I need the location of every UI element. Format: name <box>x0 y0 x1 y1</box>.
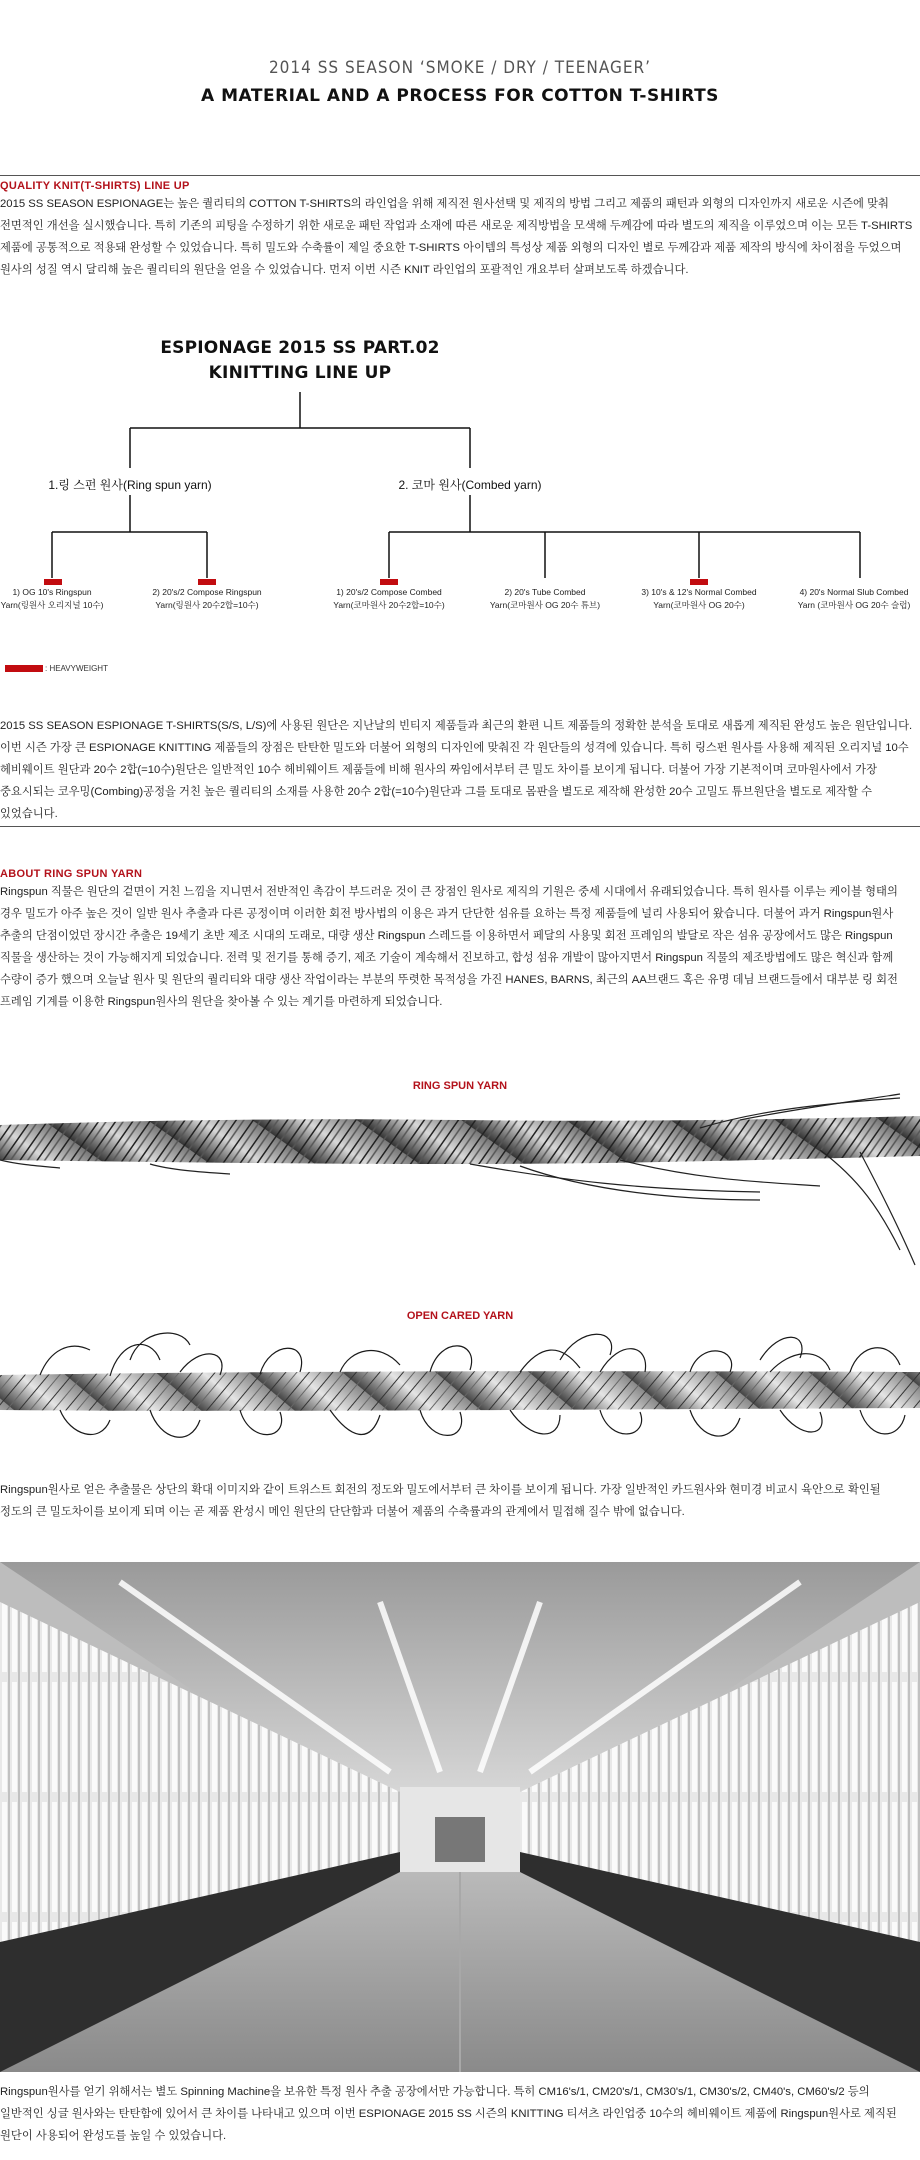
leaf-line2: Yarn(코마원사 OG 20수) <box>653 600 745 610</box>
leaf-line1: 2) 20's Tube Combed <box>504 587 586 597</box>
leaf-line2: Yarn(코마원사 20수2합=10수) <box>333 600 445 610</box>
season-subtitle: 2014 SS SEASON ‘SMOKE / DRY / TEENAGER’ <box>268 58 652 78</box>
leaf-item <box>788 586 920 612</box>
compare-description: Ringspun원사로 얻은 추출물은 상단의 확대 이미지와 같이 트위스트 회전의 정도와 밀도에서부터 큰 차이를 보이게 됩니다. 가장 일반적인 카드원사와 현미경 비교시 육안으로 확인될 정도의 큰 밀도차이를 보이게 되며 이는 곧 제품 완성시 메인 원단의 단단함과 더불어 제품의 수축률과의 관계에서 밀접해 질수 밖에 없습니다. <box>0 1484 881 1518</box>
leaf-item <box>132 586 282 612</box>
leaf-line2: Yarn(코마원사 OG 20수 튜브) <box>489 600 601 610</box>
branch-ring-spun: 1.링 스펀 원사(Ring spun yarn) <box>48 478 212 492</box>
leaf-line1: 1) 20's/2 Compose Combed <box>336 587 442 597</box>
legend-label: : HEAVYWEIGHT <box>45 664 108 673</box>
ring-spun-caption: RING SPUN YARN <box>412 1080 508 1092</box>
heavyweight-marker <box>690 579 708 585</box>
leaf-item <box>0 586 127 612</box>
heavyweight-marker <box>198 579 216 585</box>
lineup-title-line1: ESPIONAGE 2015 SS PART.02 <box>160 338 440 358</box>
lineup-title-line2: KINITTING LINE UP <box>208 363 392 383</box>
leaf-line2: Yarn(링원사 오리지널 10수) <box>0 600 104 610</box>
season-description: 2015 SS SEASON ESPIONAGE T-SHIRTS(S/S, L/S)에 사용된 원단은 지난날의 빈티지 제품들과 최근의 환편 니트 제품들의 정확한 분석을 토대로 새롭게 제직된 완성도 높은 원단입니다. 이번 시즌 가장 큰 ESPIONAGE KNITTING 제품들의 장점은 탄탄한 밀도와 더불어 외형의 디자인에 맞춰진 각 원단들의 성격에 있습니다. 특히 링스펀 원사를 사용해 제직된 오리지널 10수 헤비웨이트 원단과 20수 2합(=10수)원단은 일반적인 10수 헤비웨이트 제품들에 비해 원사의 짜임에서부터 큰 밀도 차이를 보이게 됩니다. 더불어 가장 기본적이며 코마원사에서 가장 중요시되는 코우밍(Combing)공정을 거친 높은 퀄리티의 소재를 사용한 20수 2합(=10수)원단과 그를 토대로 몸판을 별도로 제작해 완성한 20수 고밀도 튜브원단을 별도로 제작할 수 있었습니다. <box>0 720 913 820</box>
page-title: A MATERIAL AND A PROCESS FOR COTTON T-SHIRTS <box>201 86 719 106</box>
leaf-line2: Yarn (코마원사 OG 20수 슬럽) <box>797 600 911 610</box>
leaf-line1: 4) 20's Normal Slub Combed <box>799 587 909 597</box>
ring-heading: ABOUT RING SPUN YARN <box>0 868 143 880</box>
leaf-line2: Yarn(링원사 20수2합=10수) <box>155 600 259 610</box>
leaf-line1: 1) OG 10's Ringspun <box>12 587 92 597</box>
legend-swatch <box>5 665 43 672</box>
leaf-line1: 2) 20's/2 Compose Ringspun <box>152 587 262 597</box>
final-description: Ringspun원사를 얻기 위해서는 별도 Spinning Machine을 보유한 특정 원사 추출 공장에서만 가능합니다. 특히 CM16's/1, CM20's/1, CM30's/1, CM30's/2, CM40's, CM60's/2 등의 일반적인 싱글 원사와는 탄탄함에 있어서 큰 차이를 나타내고 있으며 이번 ESPIONAGE 2015 SS 시즌의 KNITTING 티셔츠 라인업중 10수의 헤비웨이트 제품에 Ringspun원사로 제직된 원단이 사용되어 완성도를 높일 수 있었습니다. <box>0 2086 897 2142</box>
heavyweight-marker <box>44 579 62 585</box>
quality-heading: QUALITY KNIT(T-SHIRTS) LINE UP <box>0 180 190 192</box>
ring-body: Ringspun 직물은 원단의 겉면이 거친 느낌을 지니면서 전반적인 촉감이 부드러운 것이 큰 장점인 원사로 제직의 기원은 중세 시대에서 유래되었습니다. 특히 원사를 이루는 케이블 형태의 경우 밀도가 아주 높은 것이 일반 원사 추출과 다른 공정이며 이러한 회전 방사법의 이용은 과거 단단한 섬유를 요하는 특정 제품들에 널리 사용되어 왔습니다. 더불어 과거 Ringspun원사 추출의 단점이었던 장시간 추출은 19세기 초반 제조 시대의 도래로, 대량 생산 Ringspun 스레드를 이용하면서 페달의 사용및 회전 프레임의 발달로 작은 섬유 공장에서도 많은 Ringspun 직물을 생산하는 것이 가능해지게 되었습니다. 전력 및 전기를 통해 증기, 제조 기술이 계속해서 진보하고, 합성 섬유 개발이 많아지면서 Ringspun 직물의 제조방법에도 많은 혁신과 함께 수량이 증가 했으며 오늘날 원사 및 원단의 퀄리티와 대량 생산 작업이라는 부분의 뚜렷한 목적성을 가진 HANES, BARNS, 최근의 AA브랜드 혹은 유명 데님 브랜드들에서 대부분 링 회전 프레임 기계를 이용한 Ringspun원사의 원단을 찾아볼 수 있는 계기를 마련하게 되었습니다. <box>0 886 898 1008</box>
heavyweight-marker <box>380 579 398 585</box>
ring-spun-yarn-image <box>0 1090 920 1270</box>
quality-body: 2015 SS SEASON ESPIONAGE는 높은 퀄리티의 COTTON T-SHIRTS의 라인업을 위해 제직전 원사선택 및 제직의 방법 그리고 제품의 패턴과 외형의 디자인까지 새로운 시즌에 맞춰 전면적인 개선을 실시했습니다. 특히 기존의 피팅을 수정하기 위한 새로운 패턴 작업과 소재에 따른 새로운 제직방법을 모색해 두께감에 따라 별도의 제직을 이루었으며 이는 모든 T-SHIRTS 제품에 공통적으로 적용돼 완성할 수 있었습니다. 특히 밀도와 수축률이 제일 중요한 T-SHIRTS 아이템의 특성상 제품 외형의 디자인 별로 두께감과 제품 제작의 방식에 차이점을 두었으며 원사의 성질 역시 달리해 높은 퀄리티의 원단을 얻을 수 있었습니다. 먼저 이번 시즌 KNIT 라인업의 포괄적인 개요부터 살펴보도록 하겠습니다. <box>0 198 913 276</box>
leaf-item <box>314 586 464 612</box>
branch-combed: 2. 코마 원사(Combed yarn) <box>398 478 542 492</box>
section-divider <box>0 826 920 827</box>
leaf-item <box>624 586 774 612</box>
leaf-item <box>470 586 620 612</box>
open-cared-yarn-image <box>0 1320 920 1470</box>
open-cared-caption: OPEN CARED YARN <box>406 1310 514 1322</box>
spinning-factory-photo <box>0 1562 920 2072</box>
leaf-line1: 3) 10's & 12's Normal Combed <box>641 587 757 597</box>
